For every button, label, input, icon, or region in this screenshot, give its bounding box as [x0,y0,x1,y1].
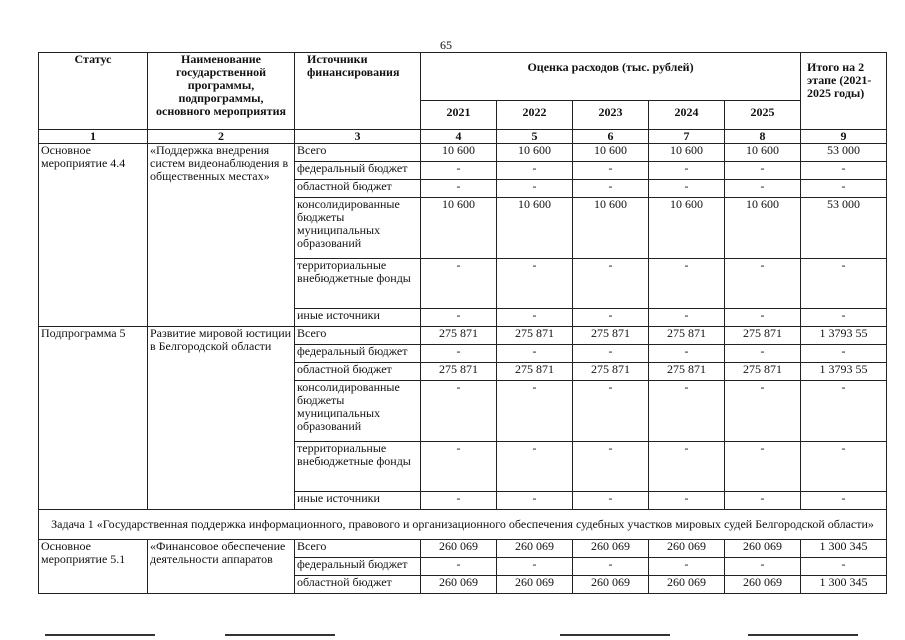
value-cell: 10 600 [497,198,573,259]
source-cell: консолидированные бюджеты муниципальных образований [295,198,421,259]
total-cell: 1 3793 55 [801,363,887,381]
total-cell: - [801,492,887,510]
total-cell: 1 300 345 [801,576,887,594]
col-number: 4 [421,130,497,144]
value-cell: - [649,162,725,180]
scan-artifact-line [225,634,335,636]
scan-artifact-line [45,634,155,636]
value-cell: - [649,345,725,363]
header-estimate: Оценка расходов (тыс. рублей) [421,53,801,101]
total-cell: - [801,442,887,492]
value-cell: 10 600 [497,144,573,162]
status-cell: Основное мероприятие 4.4 [39,144,148,327]
source-cell: областной бюджет [295,363,421,381]
value-cell: 260 069 [573,576,649,594]
value-cell: - [649,180,725,198]
column-number-row [39,130,887,144]
source-cell: Всего [295,327,421,345]
source-cell: иные источники [295,309,421,327]
value-cell: - [497,381,573,442]
total-cell: - [801,345,887,363]
value-cell: 275 871 [725,327,801,345]
value-cell: 10 600 [573,198,649,259]
value-cell: - [497,162,573,180]
value-cell: 260 069 [649,576,725,594]
value-cell: 10 600 [725,198,801,259]
header-total: Итого на 2 этапе (2021-2025 годы) [801,53,887,130]
value-cell: - [421,309,497,327]
name-cell: «Поддержка внедрения систем видеонаблюдения в общественных местах» [148,144,295,327]
value-cell: - [725,381,801,442]
table-row [39,327,887,345]
header-source: Источники финансирования [295,53,421,130]
value-cell: 260 069 [421,576,497,594]
value-cell: - [725,162,801,180]
total-cell: 53 000 [801,144,887,162]
value-cell: - [497,259,573,309]
value-cell: - [573,162,649,180]
header-year-2022: 2022 [497,101,573,130]
task-row [39,510,887,540]
value-cell: 260 069 [725,576,801,594]
value-cell: - [573,381,649,442]
total-cell: - [801,558,887,576]
value-cell: - [649,381,725,442]
total-cell: - [801,381,887,442]
value-cell: 10 600 [573,144,649,162]
value-cell: - [421,558,497,576]
header-year-2021: 2021 [421,101,497,130]
source-cell: федеральный бюджет [295,345,421,363]
scan-artifact-line [560,634,670,636]
value-cell: - [497,345,573,363]
value-cell: - [421,381,497,442]
value-cell: - [497,180,573,198]
source-cell: Всего [295,540,421,558]
source-cell: Всего [295,144,421,162]
value-cell: 10 600 [649,144,725,162]
task-heading: Задача 1 «Государственная поддержка информационного, правового и организационного обеспечения судебных участков мировых судей Белгородской области» [39,510,887,540]
col-number: 9 [801,130,887,144]
value-cell: 260 069 [497,540,573,558]
header-year-2023: 2023 [573,101,649,130]
value-cell: - [421,180,497,198]
value-cell: 260 069 [649,540,725,558]
value-cell: - [573,558,649,576]
value-cell: 260 069 [421,540,497,558]
value-cell: 10 600 [725,144,801,162]
value-cell: 275 871 [649,327,725,345]
value-cell: - [573,492,649,510]
value-cell: - [421,162,497,180]
value-cell: - [725,345,801,363]
source-cell: федеральный бюджет [295,162,421,180]
table-row [39,144,887,162]
value-cell: - [421,492,497,510]
source-cell: иные источники [295,492,421,510]
value-cell: - [497,309,573,327]
value-cell: - [649,558,725,576]
value-cell: - [497,442,573,492]
source-cell: областной бюджет [295,180,421,198]
value-cell: - [497,492,573,510]
value-cell: - [725,442,801,492]
source-cell: федеральный бюджет [295,558,421,576]
header-year-2024: 2024 [649,101,725,130]
expenditure-table [38,52,887,594]
total-cell: 53 000 [801,198,887,259]
value-cell: - [573,180,649,198]
value-cell: 10 600 [649,198,725,259]
value-cell: - [573,442,649,492]
value-cell: - [573,309,649,327]
total-cell: - [801,162,887,180]
value-cell: - [573,259,649,309]
value-cell: - [421,345,497,363]
table-row [39,540,887,558]
value-cell: - [421,259,497,309]
value-cell: - [649,259,725,309]
source-cell: областной бюджет [295,576,421,594]
value-cell: - [725,180,801,198]
col-number: 8 [725,130,801,144]
source-cell: территориальные внебюджетные фонды [295,442,421,492]
value-cell: - [725,492,801,510]
value-cell: - [725,309,801,327]
value-cell: - [649,309,725,327]
value-cell: - [649,442,725,492]
header-year-2025: 2025 [725,101,801,130]
status-cell: Подпрограмма 5 [39,327,148,510]
col-number: 6 [573,130,649,144]
total-cell: - [801,259,887,309]
col-number: 5 [497,130,573,144]
col-number: 3 [295,130,421,144]
value-cell: 275 871 [573,363,649,381]
value-cell: - [421,442,497,492]
value-cell: 10 600 [421,144,497,162]
value-cell: 275 871 [573,327,649,345]
total-cell: 1 3793 55 [801,327,887,345]
page-number: 65 [440,38,452,52]
source-cell: территориальные внебюджетные фонды [295,259,421,309]
value-cell: - [725,558,801,576]
scan-artifact-line [748,634,858,636]
header-status: Статус [39,53,148,130]
value-cell: - [573,345,649,363]
value-cell: 275 871 [497,327,573,345]
value-cell: - [497,558,573,576]
total-cell: - [801,309,887,327]
value-cell: - [649,492,725,510]
value-cell: 275 871 [725,363,801,381]
name-cell: Развитие мировой юстиции в Белгородской области [148,327,295,510]
value-cell: - [725,259,801,309]
value-cell: 275 871 [421,363,497,381]
source-cell: консолидированные бюджеты муниципальных образований [295,381,421,442]
header-name: Наименование государственной программы, подпрограммы, основного мероприятия [148,53,295,130]
value-cell: 10 600 [421,198,497,259]
total-cell: - [801,180,887,198]
value-cell: 260 069 [573,540,649,558]
value-cell: 260 069 [725,540,801,558]
value-cell: 260 069 [497,576,573,594]
value-cell: 275 871 [497,363,573,381]
col-number: 1 [39,130,148,144]
col-number: 7 [649,130,725,144]
name-cell: «Финансовое обеспечение деятельности аппаратов [148,540,295,594]
col-number: 2 [148,130,295,144]
value-cell: 275 871 [649,363,725,381]
value-cell: 275 871 [421,327,497,345]
total-cell: 1 300 345 [801,540,887,558]
status-cell: Основное мероприятие 5.1 [39,540,148,594]
